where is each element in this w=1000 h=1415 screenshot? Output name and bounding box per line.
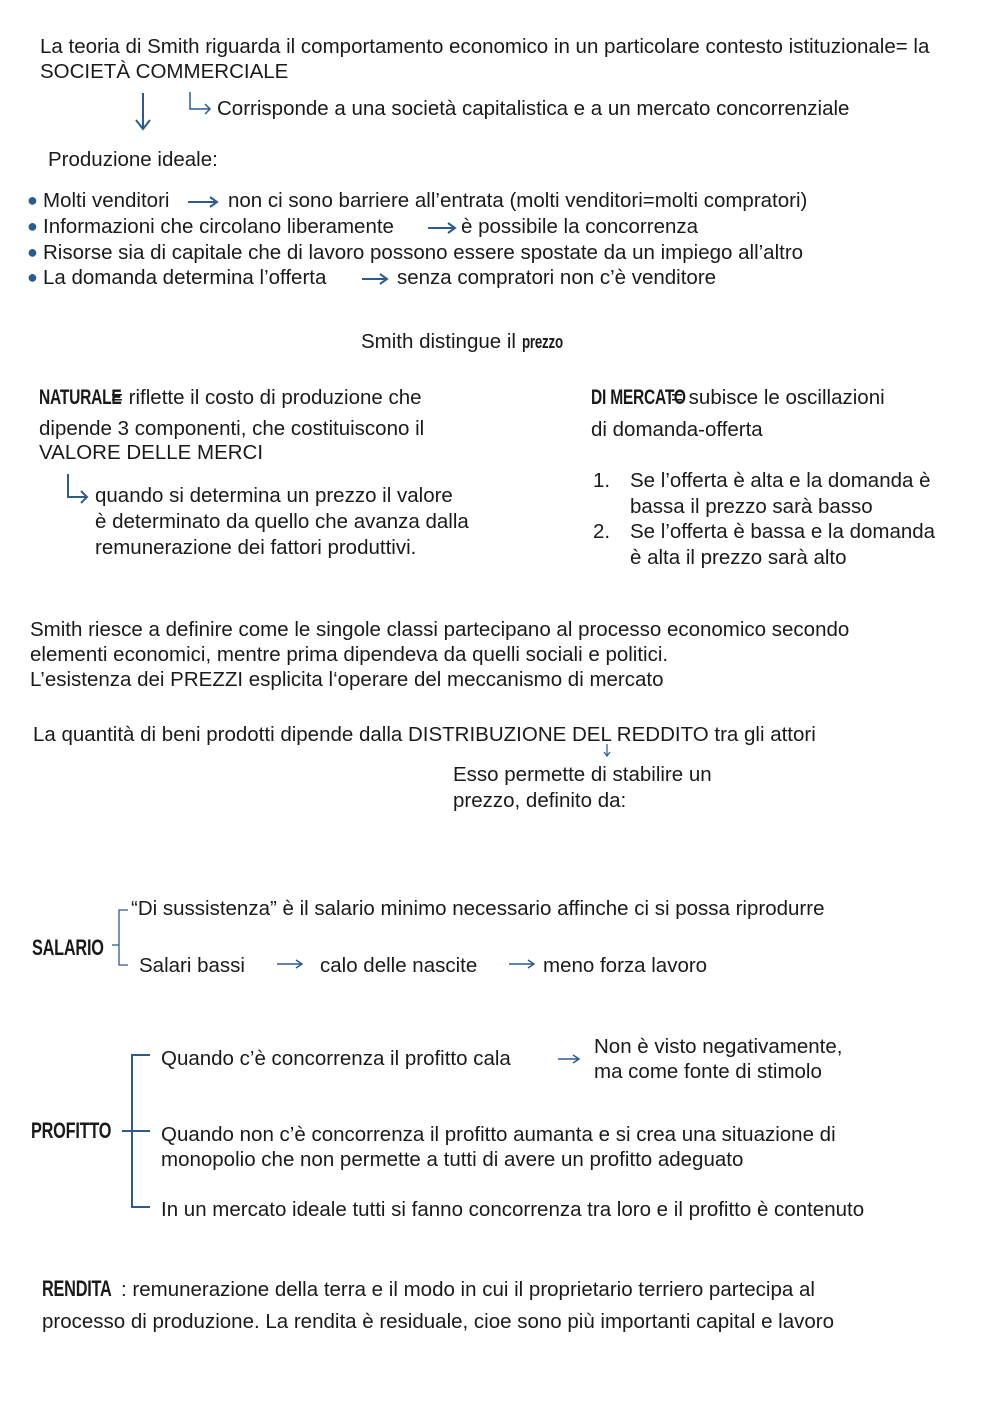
classes-line-1: Smith riesce a definire come le singole classi partecipano al processo economico secondo — [30, 618, 850, 641]
salario-line-1: “Di sussistenza” è il salario minimo necessario affinche ci si possa riprodurre — [131, 897, 825, 920]
market-point-2-num: 2. — [593, 520, 611, 543]
list-item-left: Informazioni che circolano liberamente — [43, 215, 394, 238]
price-heading-text: Smith distingue il — [361, 330, 516, 353]
profitto-label-text: PROFITTO — [31, 1118, 112, 1143]
list-item-left: Molti venditori — [43, 189, 170, 212]
list-item-right: non ci sono barriere all’entrata (molti venditori=molti compratori) — [228, 189, 808, 212]
arrow-down-icon — [134, 92, 154, 132]
market-line-2: di domanda-offerta — [591, 418, 763, 441]
natural-line-2: dipende 3 componenti, che costituiscono il — [39, 417, 425, 440]
rendita-label: RENDITA — [42, 1276, 112, 1301]
salario-label-text: SALARIO — [32, 935, 104, 960]
market-text-1: = subisce le oscillazioni — [671, 386, 885, 409]
arrow-right-icon — [428, 221, 460, 235]
classes-line-3: L’esistenza dei PREZZI esplicita l‘operare del meccanismo di mercato — [30, 668, 664, 691]
arrow-down-small-icon — [602, 744, 612, 758]
distribution-note-1: Esso permette di stabilire un — [453, 763, 712, 786]
natural-sub-3: remunerazione dei fattori produttivi. — [95, 536, 417, 559]
distribution-line: La quantità di beni prodotti dipende dalla DISTRIBUZIONE DEL REDDITO tra gli attori — [33, 723, 816, 746]
intro-line-2: SOCIETÀ COMMERCIALE — [40, 60, 289, 83]
profitto-item-1-result-1: Non è visto negativamente, — [594, 1035, 843, 1058]
arrow-right-icon — [188, 195, 220, 209]
salario-chain-1: Salari bassi — [139, 954, 245, 977]
natural-sub-1: quando si determina un prezzo il valore — [95, 484, 453, 507]
profitto-bracket — [120, 1050, 152, 1212]
ideal-production-title: Produzione ideale: — [48, 148, 218, 171]
rendita-text-1: : remunerazione della terra e il modo in cui il proprietario terriero partecipa al — [121, 1278, 815, 1301]
natural-line-3: VALORE DELLE MERCI — [39, 441, 264, 464]
intro-line-1: La teoria di Smith riguarda il comportamento economico in un particolare contesto istituzionale= la — [40, 35, 930, 58]
list-item-right: senza compratori non c’è venditore — [397, 266, 717, 289]
arrow-right-icon — [558, 1052, 584, 1066]
salario-chain-3: meno forza lavoro — [543, 954, 708, 977]
profitto-item-3: In un mercato ideale tutti si fanno concorrenza tra loro e il profitto è contenuto — [161, 1198, 865, 1221]
profitto-item-2-line-2: monopolio che non permette a tutti di avere un profitto adeguato — [161, 1148, 744, 1171]
classes-line-2: elementi economici, mentre prima dipendeva da quelli sociali e politici. — [30, 643, 669, 666]
natural-label: NATURALE — [39, 386, 122, 409]
bullet-icon: ● — [27, 216, 38, 236]
list-item — [27, 240, 804, 265]
salario-chain-2: calo delle nascite — [320, 954, 478, 977]
list-item — [27, 265, 327, 290]
corner-arrow-icon — [66, 474, 92, 504]
price-heading — [361, 329, 577, 355]
bullet-icon: ● — [27, 190, 38, 210]
list-item — [27, 188, 170, 213]
natural-line-1 — [39, 385, 422, 410]
bullet-icon: ● — [27, 242, 38, 262]
list-item — [27, 214, 394, 239]
market-label: DI MERCATO — [591, 386, 686, 409]
natural-sub-2: è determinato da quello che avanza dalla — [95, 510, 469, 533]
market-line-1 — [591, 385, 885, 410]
market-point-2-line-1: Se l’offerta è bassa e la domanda — [630, 520, 936, 543]
list-item-right: è possibile la concorrenza — [461, 215, 699, 238]
arrow-right-icon — [362, 272, 394, 286]
price-heading-word: prezzo — [521, 332, 563, 352]
rendita-line-1 — [42, 1276, 815, 1302]
market-point-1-num: 1. — [593, 469, 611, 492]
intro-corresponds: Corrisponde a una società capitalistica e a un mercato concorrenziale — [217, 97, 850, 120]
distribution-note-2: prezzo, definito da: — [453, 789, 627, 812]
profitto-item-1-result-2: ma come fonte di stimolo — [594, 1060, 822, 1083]
list-item-left: La domanda determina l’offerta — [43, 266, 327, 289]
natural-text-1: = riflette il costo di produzione che — [111, 386, 422, 409]
profitto-item-2-line-1: Quando non c’è concorrenza il profitto aumanta e si crea una situazione di — [161, 1123, 836, 1146]
arrow-right-icon — [509, 958, 539, 970]
list-item-left: Risorse sia di capitale che di lavoro possono essere spostate da un impiego all’altro — [43, 241, 804, 264]
arrow-right-icon — [277, 958, 307, 970]
bullet-icon: ● — [27, 267, 38, 287]
market-point-1-line-2: bassa il prezzo sarà basso — [630, 495, 873, 518]
market-point-2-line-2: è alta il prezzo sarà alto — [630, 546, 847, 569]
market-point-1-line-1: Se l’offerta è alta e la domanda è — [630, 469, 931, 492]
corner-arrow-icon — [188, 92, 214, 116]
profitto-item-1: Quando c’è concorrenza il profitto cala — [161, 1047, 511, 1070]
rendita-line-2: processo di produzione. La rendita è residuale, cioe sono più importanti capital e lavoro — [42, 1310, 835, 1333]
